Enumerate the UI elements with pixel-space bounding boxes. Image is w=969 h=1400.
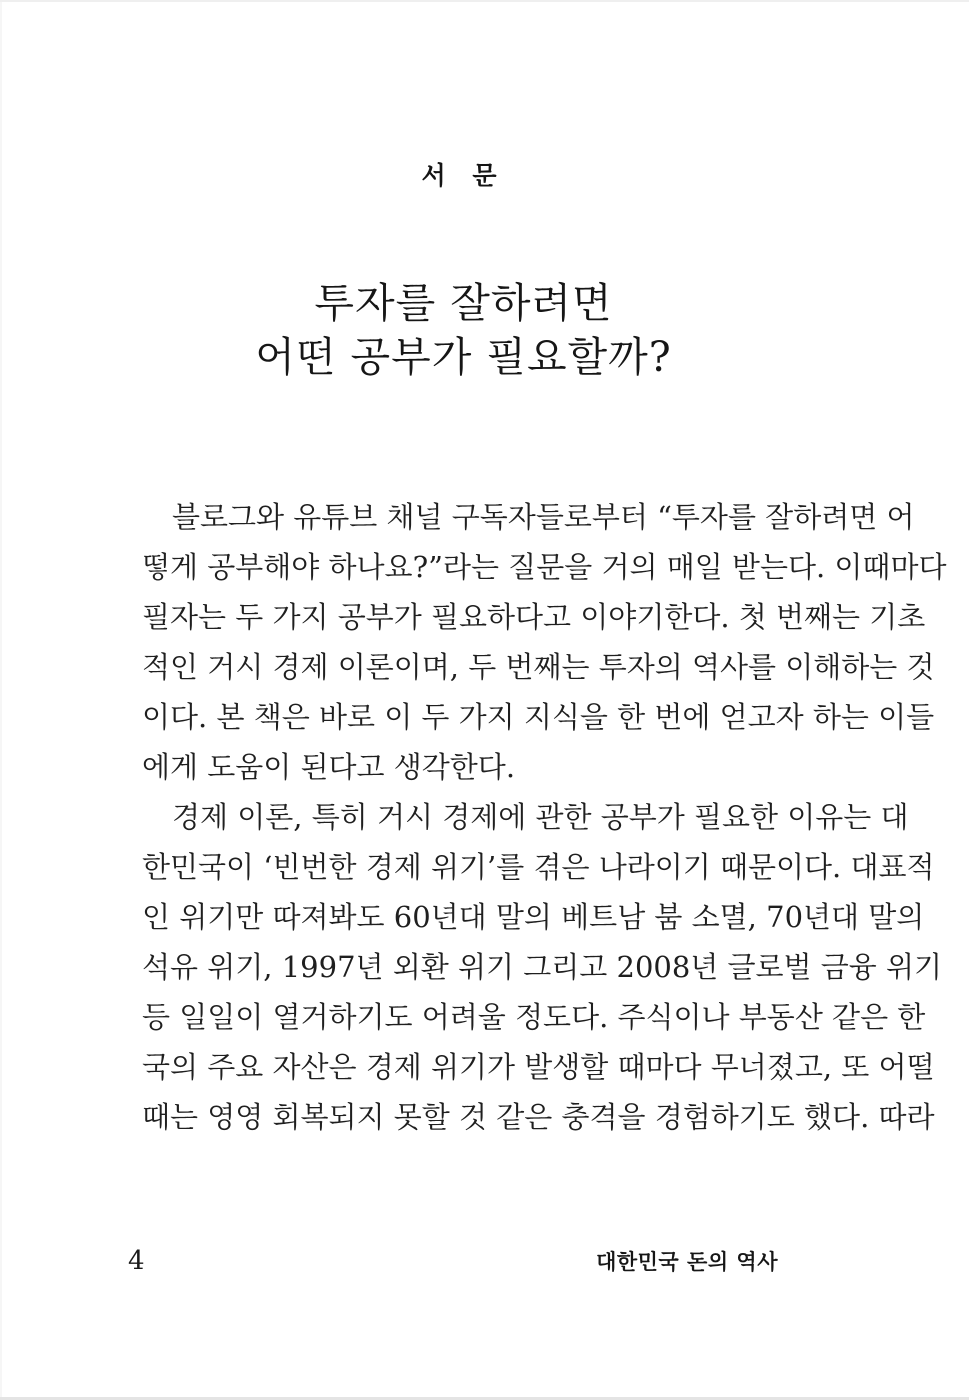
footer-book-title: 대한민국 돈의 역사 <box>596 1250 778 1274</box>
body-line: 석유 위기, 1997년 외환 위기 그리고 2008년 글로벌 금융 위기 <box>142 950 943 984</box>
body-text <box>142 492 947 1142</box>
body-line: 경제 이론, 특히 거시 경제에 관한 공부가 필요한 이유는 대 <box>172 800 909 834</box>
running-head-preface: 서 문 <box>421 161 506 190</box>
body-line: 블로그와 유튜브 채널 구독자들로부터 “투자를 잘하려면 어 <box>172 500 915 534</box>
page-number: 4 <box>128 1246 145 1276</box>
paragraph <box>142 792 943 1142</box>
body-line: 인 위기만 따져봐도 60년대 말의 베트남 붐 소멸, 70년대 말의 <box>142 900 925 934</box>
body-line: 이다. 본 책은 바로 이 두 가지 지식을 한 번에 얻고자 하는 이들 <box>142 700 935 734</box>
body-line: 적인 거시 경제 이론이며, 두 번째는 투자의 역사를 이해하는 것 <box>142 650 935 684</box>
body-line: 한민국이 ‘빈번한 경제 위기’를 겪은 나라이기 때문이다. 대표적 <box>142 850 935 884</box>
body-line: 국의 주요 자산은 경제 위기가 발생할 때마다 무너졌고, 또 어떨 <box>142 1050 935 1084</box>
body-line: 에게 도움이 된다고 생각한다. <box>142 750 516 784</box>
chapter-title <box>142 276 785 384</box>
body-line: 때는 영영 회복되지 못할 것 같은 충격을 경험하기도 했다. 따라 <box>142 1100 935 1134</box>
body-line: 필자는 두 가지 공부가 필요하다고 이야기한다. 첫 번째는 기초 <box>142 600 926 634</box>
body-line: 등 일일이 열거하기도 어려울 정도다. 주식이나 부동산 같은 한 <box>142 1000 926 1034</box>
chapter-title-line-1: 투자를 잘하려면 <box>314 279 613 327</box>
paragraph <box>142 492 947 792</box>
chapter-title-line-2: 어떤 공부가 필요할까? <box>255 333 672 381</box>
body-line: 떻게 공부해야 하나요?”라는 질문을 거의 매일 받는다. 이때마다 <box>142 550 947 584</box>
page-footer <box>128 1246 778 1276</box>
